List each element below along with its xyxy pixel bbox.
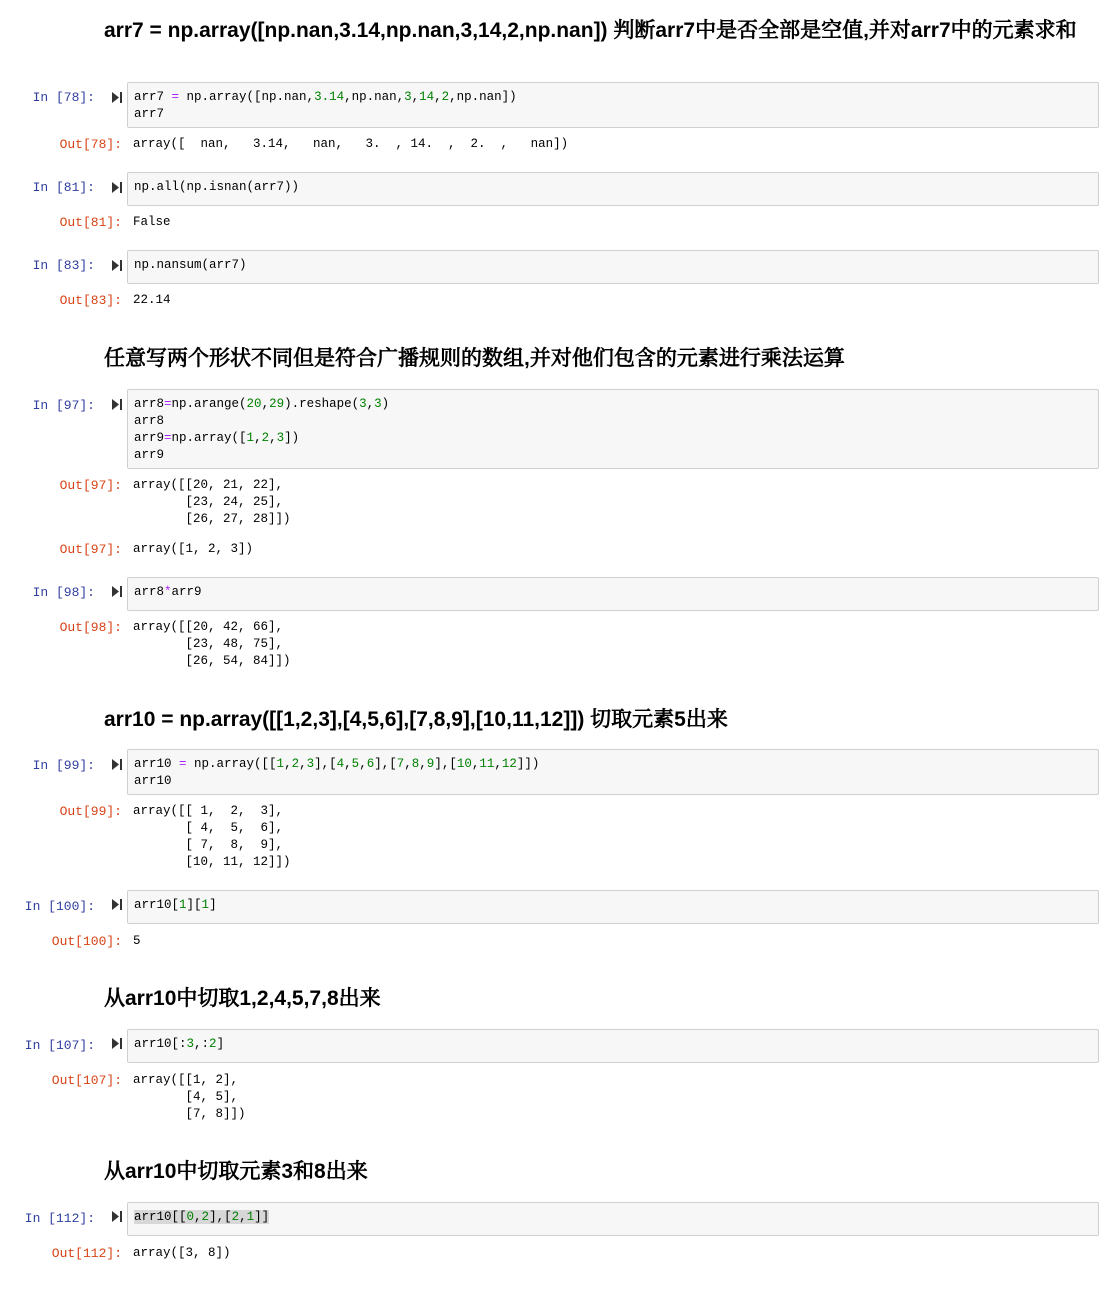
code-number-token: 3: [359, 397, 367, 411]
cell-output: array([[ 1, 2, 3], [ 4, 5, 6], [ 7, 8, 9], [10, 11, 12]]): [133, 804, 291, 869]
code-token: ][: [186, 898, 202, 912]
code-token: ,: [404, 757, 412, 771]
code-token: ).reshape(: [284, 397, 360, 411]
code-number-token: 1: [179, 898, 187, 912]
markdown-heading-arr7: arr7 = np.array([np.nan,3.14,np.nan,3,14,2,np.nan]) 判断arr7中是否全部是空值,并对arr7中的元素求和: [104, 19, 1077, 42]
code-number-token: 3: [276, 431, 285, 445]
run-cell-icon[interactable]: [111, 758, 123, 771]
input-prompt: In [98]:: [32, 585, 95, 600]
output-prompt: Out[100]:: [51, 934, 122, 949]
code-token: ,: [194, 1210, 202, 1224]
code-operator-token: *: [164, 585, 172, 599]
code-token: ,np.nan]): [449, 90, 517, 104]
code-token: arr7: [134, 90, 172, 104]
code-operator-token: =: [164, 431, 172, 445]
code-cell-input[interactable]: [127, 577, 1099, 611]
code-number-token: 3: [186, 1037, 195, 1051]
output-prompt: Out[107]:: [51, 1073, 122, 1088]
code-number-token: 1: [246, 1210, 255, 1224]
code-token: arr10[: [134, 898, 180, 912]
cell-output: 5: [133, 934, 141, 948]
code-editor[interactable]: [134, 897, 1092, 914]
code-token: np.array([[: [186, 757, 277, 771]
code-operator-token: =: [171, 90, 180, 104]
code-editor[interactable]: [134, 257, 1092, 274]
code-token: ,: [299, 757, 307, 771]
code-number-token: 12: [501, 757, 517, 771]
code-token: ]): [284, 431, 300, 445]
markdown-heading-slice-3-8: 从arr10中切取元素3和8出来: [104, 1160, 368, 1183]
code-token: arr9: [171, 585, 202, 599]
code-number-token: 1: [246, 431, 255, 445]
code-token: ]: [209, 898, 217, 912]
cell-output: array([3, 8]): [133, 1246, 231, 1260]
input-prompt: In [97]:: [32, 398, 95, 413]
code-token: ,: [359, 757, 367, 771]
code-cell-input[interactable]: [127, 389, 1099, 469]
code-number-token: 2: [231, 1210, 240, 1224]
run-cell-icon[interactable]: [111, 181, 123, 194]
cell-output: array([1, 2, 3]): [133, 542, 254, 556]
code-token: np.arange(: [171, 397, 247, 411]
code-number-token: 3: [306, 757, 315, 771]
output-prompt: Out[112]:: [51, 1246, 122, 1261]
output-prompt: Out[97]:: [59, 542, 122, 557]
code-number-token: 7: [396, 757, 405, 771]
code-token: ,: [471, 757, 480, 771]
code-token: ,: [494, 757, 502, 771]
code-token: arr10: [134, 757, 180, 771]
code-token: arr10[[: [134, 1210, 187, 1224]
code-token: ],[: [209, 1210, 232, 1224]
run-cell-icon[interactable]: [111, 259, 123, 272]
markdown-heading-arr10: arr10 = np.array([[1,2,3],[4,5,6],[7,8,9],[10,11,12]]) 切取元素5出来: [104, 708, 728, 731]
code-editor[interactable]: [134, 756, 1092, 790]
code-number-token: 2: [201, 1210, 210, 1224]
run-cell-icon[interactable]: [111, 91, 123, 104]
code-token: arr9: [134, 448, 165, 462]
code-cell-input[interactable]: [127, 1029, 1099, 1063]
code-number-token: 2: [291, 757, 300, 771]
input-prompt: In [83]:: [32, 258, 95, 273]
code-token: arr8: [134, 397, 165, 411]
code-token: ): [381, 397, 390, 411]
code-token: ]]): [516, 757, 540, 771]
code-editor[interactable]: [134, 1209, 1092, 1226]
code-cell-input[interactable]: [127, 172, 1099, 206]
code-number-token: 4: [336, 757, 345, 771]
code-token: ,: [239, 1210, 247, 1224]
code-number-token: 8: [411, 757, 420, 771]
run-cell-icon[interactable]: [111, 398, 123, 411]
code-operator-token: =: [179, 757, 187, 771]
code-token: np.array([np.nan,: [179, 90, 315, 104]
code-number-token: 0: [186, 1210, 195, 1224]
code-token: arr10: [134, 774, 172, 788]
code-number-token: 1: [201, 898, 210, 912]
markdown-heading-slice-124578: 从arr10中切取1,2,4,5,7,8出来: [104, 987, 381, 1010]
input-prompt: In [78]:: [32, 90, 95, 105]
code-token: ],[: [374, 757, 397, 771]
code-token: ,: [344, 757, 352, 771]
code-token: ,: [419, 757, 427, 771]
code-number-token: 6: [366, 757, 375, 771]
input-prompt: In [81]:: [32, 180, 95, 195]
cell-output: array([[20, 42, 66], [23, 48, 75], [26, 54, 84]]): [133, 620, 291, 668]
code-number-token: 5: [351, 757, 360, 771]
output-prompt: Out[97]:: [59, 478, 122, 493]
code-number-token: 1: [276, 757, 285, 771]
code-token: ,: [261, 397, 270, 411]
cell-output: array([ nan, 3.14, nan, 3. , 14. , 2. , nan]): [133, 137, 569, 151]
code-token: arr9: [134, 431, 165, 445]
code-editor[interactable]: [134, 396, 1092, 464]
code-token: ,np.nan,: [344, 90, 405, 104]
run-cell-icon[interactable]: [111, 1037, 123, 1050]
code-token: ,: [366, 397, 375, 411]
code-number-token: 3.14: [314, 90, 345, 104]
code-token: ,: [254, 431, 262, 445]
run-cell-icon[interactable]: [111, 898, 123, 911]
cell-output: 22.14: [133, 293, 171, 307]
code-token: ,: [434, 90, 442, 104]
code-number-token: 29: [269, 397, 285, 411]
code-editor[interactable]: [134, 1036, 1092, 1053]
code-token: ,:: [194, 1037, 210, 1051]
code-token: ,: [284, 757, 292, 771]
run-cell-icon[interactable]: [111, 585, 123, 598]
selection-highlight: [134, 1210, 269, 1224]
markdown-heading-broadcast: 任意写两个形状不同但是符合广播规则的数组,并对他们包含的元素进行乘法运算: [104, 347, 845, 370]
cell-output: array([[1, 2], [4, 5], [7, 8]]): [133, 1073, 246, 1121]
code-editor[interactable]: [134, 89, 1092, 123]
code-token: ]]: [254, 1210, 270, 1224]
code-number-token: 3: [374, 397, 382, 411]
code-cell-input[interactable]: [127, 250, 1099, 284]
code-number-token: 10: [456, 757, 472, 771]
input-prompt: In [99]:: [32, 758, 95, 773]
code-token: arr10[:: [134, 1037, 187, 1051]
code-token: ],[: [314, 757, 337, 771]
code-token: arr8: [134, 414, 165, 428]
code-token: ,: [269, 431, 277, 445]
cell-output: array([[20, 21, 22], [23, 24, 25], [26, 27, 28]]): [133, 478, 291, 526]
code-token: np.nansum(arr7): [134, 258, 247, 272]
code-token: np.array([: [171, 431, 247, 445]
input-prompt: In [100]:: [24, 899, 95, 914]
code-operator-token: =: [164, 397, 172, 411]
output-prompt: Out[83]:: [59, 293, 122, 308]
output-prompt: Out[81]:: [59, 215, 122, 230]
run-cell-icon[interactable]: [111, 1210, 123, 1223]
code-cell-input[interactable]: [127, 890, 1099, 924]
code-number-token: 14: [419, 90, 435, 104]
input-prompt: In [107]:: [24, 1038, 95, 1053]
code-number-token: 2: [441, 90, 450, 104]
code-token: ,: [411, 90, 420, 104]
code-token: ],[: [434, 757, 457, 771]
code-token: arr8: [134, 585, 165, 599]
cell-output: False: [133, 215, 171, 229]
code-number-token: 20: [246, 397, 262, 411]
input-prompt: In [112]:: [24, 1211, 95, 1226]
code-cell-input[interactable]: [127, 82, 1099, 128]
code-token: np.all(np.isnan(arr7)): [134, 180, 300, 194]
output-prompt: Out[98]:: [59, 620, 122, 635]
code-token: ]: [216, 1037, 225, 1051]
code-number-token: 2: [261, 431, 270, 445]
code-number-token: 9: [426, 757, 435, 771]
code-editor[interactable]: [134, 584, 1092, 601]
output-prompt: Out[78]:: [59, 137, 122, 152]
code-editor[interactable]: [134, 179, 1092, 196]
output-prompt: Out[99]:: [59, 804, 122, 819]
code-number-token: 3: [404, 90, 412, 104]
code-number-token: 11: [479, 757, 495, 771]
code-number-token: 2: [209, 1037, 217, 1051]
code-token: arr7: [134, 107, 165, 121]
code-cell-input[interactable]: [127, 749, 1099, 795]
code-cell-input[interactable]: [127, 1202, 1099, 1236]
